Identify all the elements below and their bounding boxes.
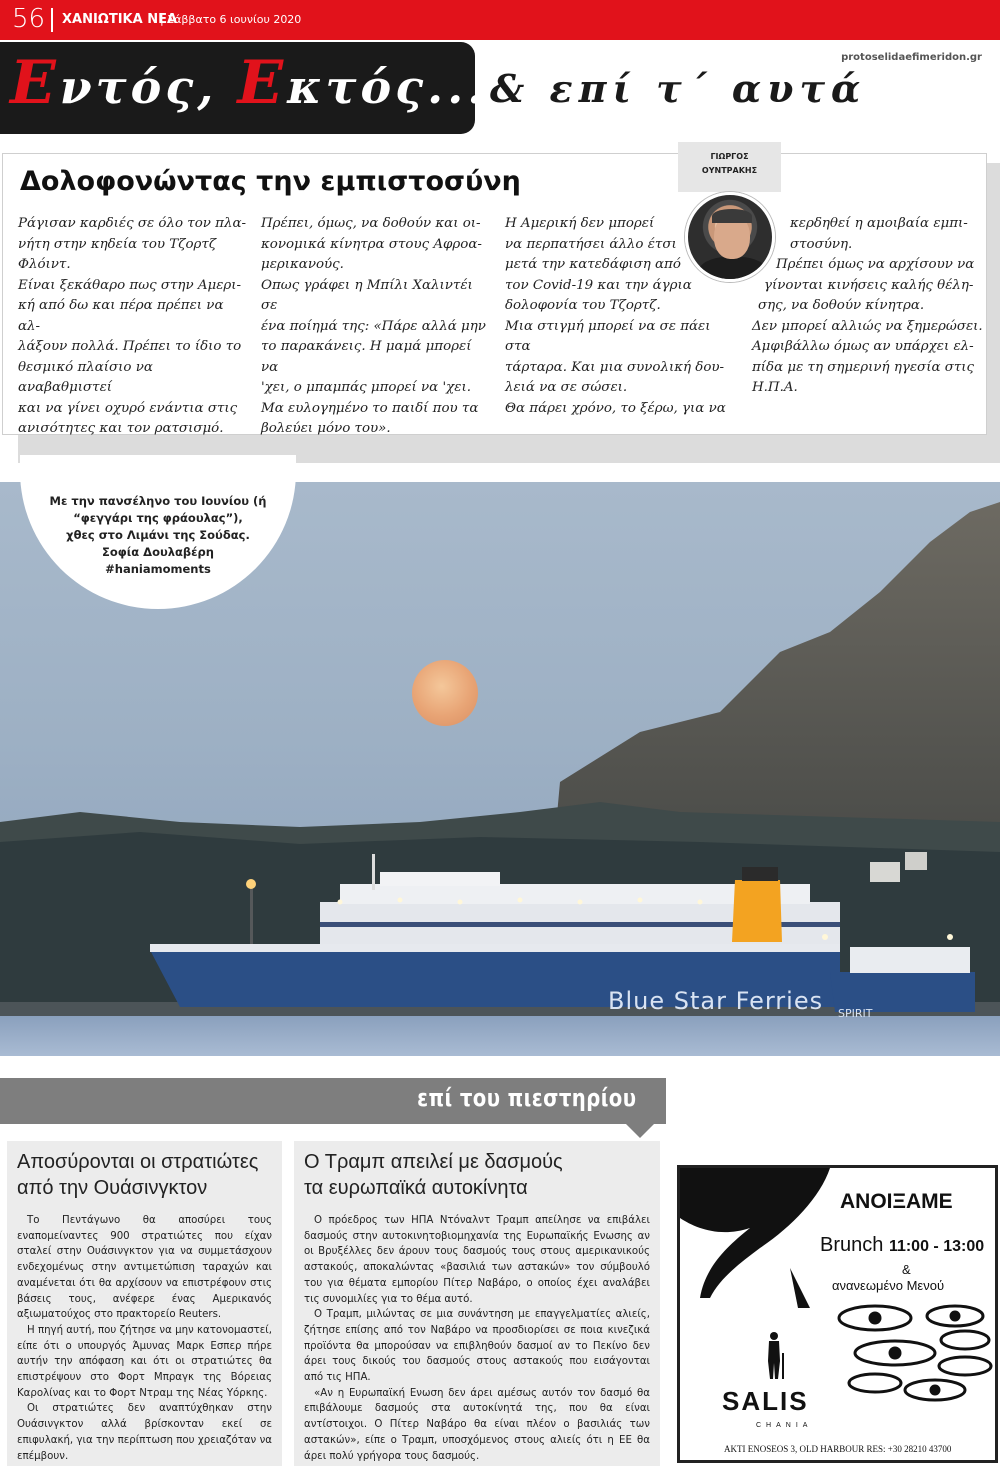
news-headline-troops: Αποσύρονται οι στρατιώτες από την Ουάσινγκτον [17,1151,259,1199]
news-body-tariffs: Ο πρόεδρος των ΗΠΑ Ντόναλντ Τραμπ απείλησε να επιβάλει δασμούς στην αυτοκινητοβιομηχανία της Ευρωπαϊκής Ενωσης αν οι Βρυξέλλες δεν άρουν τους δασμούς τους στους αμερικανικούς αστακούς, αποκαλώντας «βασιλιά των αστακών» τον σύμβουλό του για θέματα εμπορίου Πίτερ Ναβάρο, ο οποίος έχει αναλάβει τις συνομιλίες για το θέμα αυτό. Ο Τραμπ, μιλώντας σε μια συνάντηση με επαγγελματίες αλιείς, ζήτησε επίσης από τον Ναβάρο να προσδιορίσει σε ποια κινεζικά προϊόντα θα μπορούσαν να επιβληθούν δασμοί αν το Πεκίνο δεν άρει τους δικούς του δασμούς στους αστακούς που εισάγονται από τις ΗΠΑ. «Αν η Ευρωπαϊκή Ενωση δεν άρει αμέσως αυτόν τον δασμό θα επιβάλουμε δασμούς στα αυτοκίνητά της, που θα είναι αντίστοιχοι. Ο Πίτερ Ναβάρο θα είναι πλέον ο βασιλιάς των αστακών», είπε ο Τραμπ, υποσχόμενος στους αλιείς ότι η ΕΕ θα άρει πολύ γρήγορα τους δασμούς. [304,1215,650,1462]
piestrio-title: επί του πιεστηρίου [416,1084,636,1112]
column-headline: Δολοφονώντας την εμπιστοσύνη [20,166,521,197]
column-text-1: Ράγισαν καρδιές σε όλο τον πλα- νήτη στην κηδεία του Τζορτζ Φλόιντ. Είναι ξεκάθαρο πως στην Αμερι- κή από δω και πέρα πρέπει να αλ- λάξουν πολλά. Πρέπει το ίδιο το θεσμικό πλαίσιο να αναβαθμιστεί και να γίνει οχυρό ενάντια στις ανισότητες και τον ρατσισμό. [18,216,247,436]
ad-city: CHANIA [756,1422,813,1429]
header-notch [626,1124,654,1138]
eyes-pattern-icon [835,1298,995,1408]
news-body-troops: Το Πεντάγωνο θα αποσύρει τους εναπομείναντες 900 στρατιώτες που είχαν σταλεί στην Ουάσινγκτον για να συμμετάσχουν ενδεχομένως στην αντιμετώπιση ταραχών και αναμένεται ότι θα αρχίσουν να επιστρέφουν στις βάσεις τους, ανέφερε ένας Αμερικανός αξιωματούχος στο πρακτορείο Reuters. Η πηγή αυτή, που ζήτησε να μην κατονομαστεί, είπε ότι ο υπουργός Άμυνας Μαρκ Εσπερ πήρε αυτήν την απόφαση και ότι οι στρατιώτες θα επιστρέψουν στο Φορτ Μπραγκ της Βόρειας Καρολίνας και το Φορτ Ντραμ της Νέας Υόρκης. Οι στρατιώτες δεν αναπτύχθηκαν στην Ουάσινγκτον αλλά βρίσκονταν εκεί σε επιφυλακή, για την περίπτωση που χρειαζόταν να επέμβουν. [17,1215,272,1462]
piestrio-header [0,1078,666,1124]
water [0,1016,1000,1056]
ship-lettering: Blue Star Ferries [608,987,824,1015]
issue-date: | Σάββατο 6 ιουνίου 2020 [160,13,302,26]
full-moon [412,660,478,726]
walking-man-icon [762,1331,788,1381]
section-subtitle: & επί τ΄ αυτά [490,66,867,111]
author-last-name: ΟΥΝΤΡΑΚΗΣ [701,166,758,175]
ad-brunch: Brunch 11:00 - 13:00 [820,1234,985,1256]
ad-address: AKTI ENOSEOS 3, OLD HARBOUR RES: +30 28210 43700 [724,1444,952,1454]
column-text-3: Η Αμερική δεν μπορεί να περπατήσει άλλο έτσι μετά την κατεδάφιση από τον Covid-19 και την άγρια δολοφονία του Τζορτζ. Μια στιγμή μπορεί να σε πάει στα τάρταρα. Και μια συνολική δου- λειά να σε σώσει. Θα πάρει χρόνο, το ξέρω, για να [505,216,726,416]
column-text-4: κερδηθεί η αμοιβαία εμπι- στοσύνη. Πρέπει όμως να αρχίσουν να γίνονται κινήσεις καλής θέλη- σης, να δοθούν κίνητρα. Δεν μπορεί αλλιώς να ξημερώσει. Αμφιβάλλω όμως αν υπάρχει ελ- πίδα με τη σημερινή ηγεσία στις Η.Π.Α. [752,216,983,395]
website-watermark: protoselidaefimeridon.gr [841,52,982,63]
top-bar [0,0,1000,40]
page-number: 56 [12,4,46,34]
ad-ampersand: & [902,1262,911,1277]
photo-caption: Με την πανσέληνο του Ιουνίου (ή “φεγγάρι της φράουλας”), χθες στο Λιμάνι της Σούδας. Σοφία Δουλαβέρη #haniamoments [20,455,296,609]
news-article-tariffs [294,1141,660,1466]
author-tab [678,142,781,192]
ad-menu-text: ανανεωμένο Μενού [832,1278,945,1293]
header-divider [51,8,53,32]
section-title-initial-2: Ε [237,48,288,118]
salis-advertisement [677,1165,998,1463]
news-headline-tariffs: Ο Τραμπ απειλεί με δασμούς τα ευρωπαϊκά αυτοκίνητα [304,1151,563,1199]
ad-brand: SALIS [722,1386,809,1416]
section-title-word-2: κτός... [287,60,488,114]
section-title-word-1: ντός, [59,60,238,114]
section-title-initial-1: Ε [10,48,60,118]
section-title [10,48,487,118]
ship-funnel [732,880,782,942]
author-first-name: ΓΙΩΡΓΟΣ [710,152,749,161]
column-text-2: Πρέπει, όμως, να δοθούν και οι- κονομικά κίνητρα στους Αφροα- μερικανούς. Οπως γράφει η Μπίλι Χαλιντέι σε ένα ποίημά της: «Πάρε αλλά μην το παρακάνεις. Η μαμά μπορεί να 'χει, ο μπαμπάς μπορεί να 'χει. Μα ευλογημένο το παιδί που τα βολεύει μόνο του». [261,216,486,436]
newspaper-name: ΧΑΝΙΩΤΙΚΑ ΝΕΑ [62,12,178,27]
small-ship-lettering: SPIRIT [838,1007,873,1020]
small-ship [830,972,975,1012]
news-article-troops [7,1141,282,1466]
ad-headline: ΑΝΟΙΞΑΜΕ [840,1190,953,1213]
